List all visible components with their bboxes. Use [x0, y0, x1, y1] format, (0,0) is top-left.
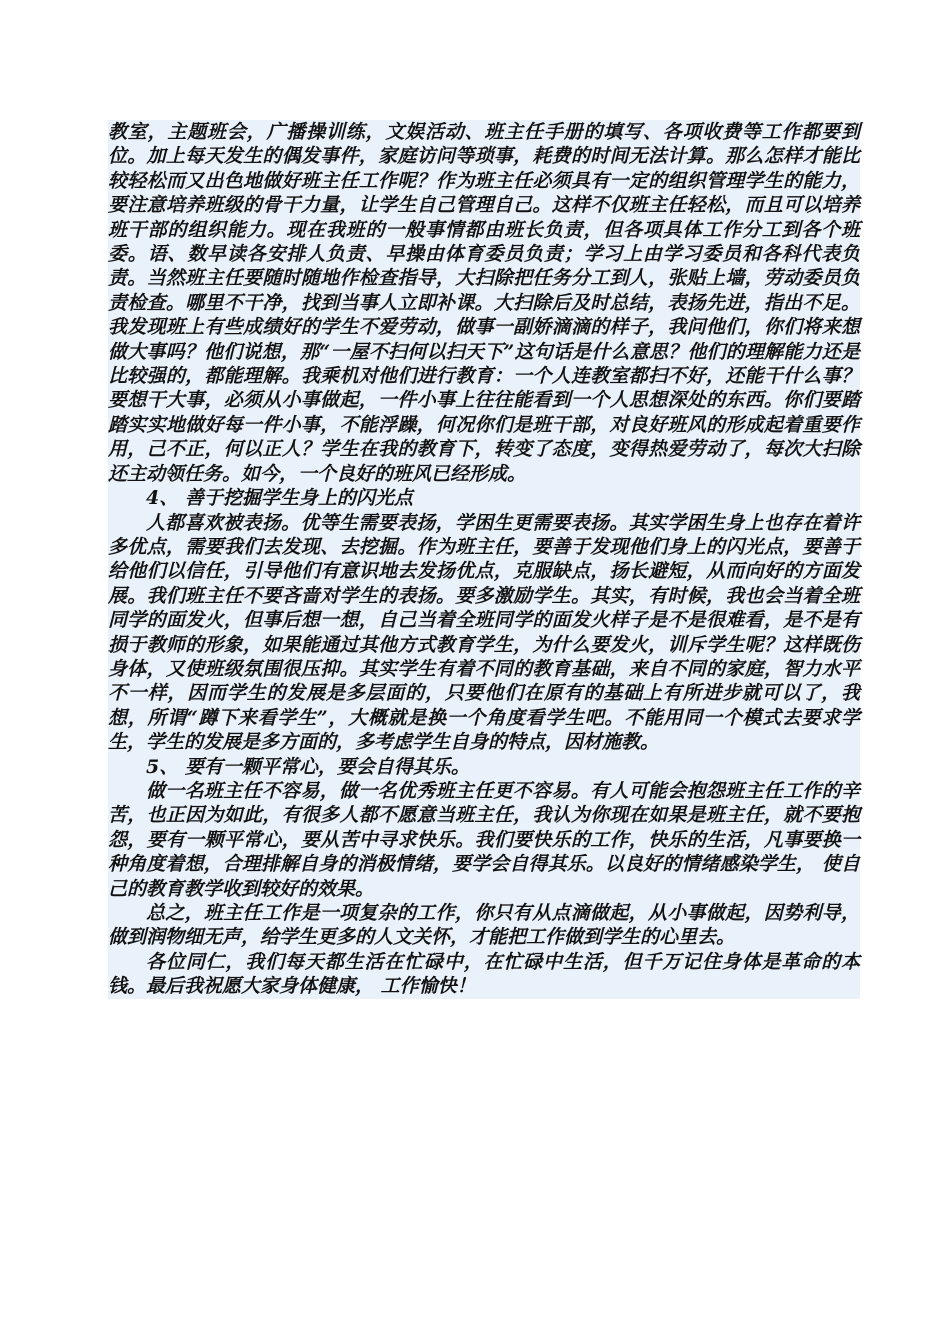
paragraph-2: 人都喜欢被表扬。优等生需要表扬，学困生更需要表扬。其实学困生身上也存在着许多优点，需要我们去发现、去挖掘。作为班主任，要善于发现他们身上的闪光点，要善于给他们以信任，引导他们有意识地去发扬优点，克服缺点，扬长避短，从而向好的方面发展。我们班主任不要吝啬对学生的表扬。要多激励学生。其实，有时候，我也会当着全班同学的面发火，但事后想一想，自己当着全班同学的面发火样子是不是很难看，是不是有损于教师的形象，如果能通过其他方式教育学生，为什么要发火，训斥学生呢？这样既伤身体，又使班级氛围很压抑。其实学生有着不同的教育基础，来自不同的家庭，智力水平不一样，因而学生的发展是多层面的，只要他们在原有的基础上有所进步就可以了，我想，所谓“蹲下来看学生”，大概就是换一个角度看学生吧。不能用同一个模式去要求学生，学生的发展是多方面的，多考虑学生自身的特点，因材施教。: [108, 511, 860, 754]
section-heading-4: 4、 善于挖掘学生身上的闪光点: [146, 487, 413, 510]
paragraph-summary: 总之，班主任工作是一项复杂的工作，你只有从点滴做起，从小事做起，因势利导，做到润物细无声，给学生更多的人文关怀，才能把工作做到学生的心里去。: [108, 902, 860, 949]
paragraph-1: 教室，主题班会，广播操训练，文娱活动、班主任手册的填写、各项收费等工作都要到位。加上每天发生的偶发事件，家庭访问等琐事，耗费的时间无法计算。那么怎样才能比较轻松而又出色地做好班主任工作呢？作为班主任必须具有一定的组织管理学生的能力，要注意培养班级的骨干力量，让学生自己管理自己。这样不仅班主任轻松，而且可以培养班干部的组织能力。现在我班的一般事情都由班长负责，但各项具体工作分工到各个班委。语、数早读各安排人负责、早操由体育委员负责；学习上由学习委员和各科代表负责。当然班主任要随时随地作检查指导，大扫除把任务分工到人，张贴上墙，劳动委员负责检查。哪里不干净，找到当事人立即补课。大扫除后及时总结，表扬先进，指出不足。我发现班上有些成绩好的学生不爱劳动，做事一副娇滴滴的样子，我问他们，你们将来想做大事吗？他们说想，那“一屋不扫何以扫天下”这句话是什么意思？他们的理解能力还是比较强的，都能理解。我乘机对他们进行教育：一个人连教室都扫不好，还能干什么事？要想干大事，必须从小事做起，一件小事上往往能看到一个人思想深处的东西。你们要踏踏实实地做好每一件小事，不能浮躁，何况你们是班干部，对良好班风的形成起着重要作用，己不正，何以正人？学生在我的教育下，转变了态度，变得热爱劳动了，每次大扫除还主动领任务。如今，一个良好的班风已经形成。: [108, 121, 860, 485]
document-body: [108, 120, 860, 999]
paragraph-3: 做一名班主任不容易，做一名优秀班主任更不容易。有人可能会抱怨班主任工作的辛苦，也正因为如此，有很多人都不愿意当班主任，我认为你现在如果是班主任，就不要抱怨，要有一颗平常心，要从苦中寻求快乐。我们要快乐的工作，快乐的生活，凡事要换一种角度着想，合理排解自身的消极情绪，要学会自得其乐。以良好的情绪感染学生， 使自己的教育教学收到较好的效果。: [108, 779, 860, 900]
section-heading-5: 5、 要有一颗平常心，要会自得其乐。: [146, 755, 470, 778]
paragraph-closing: 各位同仁，我们每天都生活在忙碌中，在忙碌中生活，但千万记住身体是革命的本钱。最后我祝愿大家身体健康， 工作愉快！: [108, 950, 860, 998]
